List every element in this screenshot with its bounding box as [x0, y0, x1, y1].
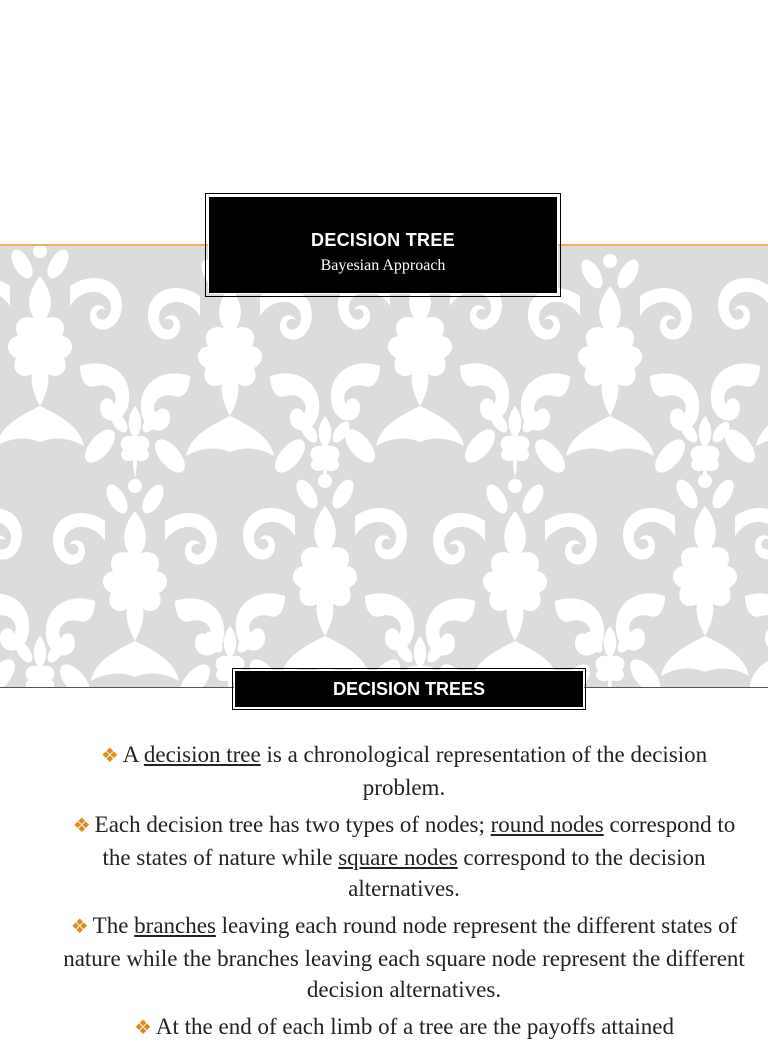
- bullet-item: [60, 739, 748, 803]
- bullet-item: [60, 809, 748, 904]
- underlined-term: decision tree: [143, 742, 261, 767]
- bullet-text: leaving each round node represent the different states of nature while the branches leaving each square node represent the different decision alternatives.: [63, 913, 745, 1002]
- section-heading: DECISION TREES: [234, 670, 584, 708]
- slide-title: DECISION TREE: [311, 230, 455, 250]
- underlined-term: round nodes: [490, 812, 604, 837]
- title-box: [208, 196, 558, 294]
- underlined-term: square nodes: [338, 845, 458, 870]
- bullet-text: is a chronological representation of the decision problem.: [260, 742, 708, 800]
- damask-background: [0, 246, 768, 688]
- diamond-bullet-icon: ❖: [133, 1017, 152, 1039]
- bullet-text: The: [92, 913, 135, 938]
- underlined-term: branches: [134, 913, 216, 938]
- diamond-bullet-icon: ❖: [72, 815, 91, 837]
- bullet-list: [60, 739, 748, 1050]
- bullet-text: correspond to the states of nature while: [102, 812, 736, 870]
- bullet-item: [60, 910, 748, 1005]
- diamond-bullet-icon: ❖: [70, 916, 89, 938]
- bullet-item: [60, 1011, 748, 1044]
- bullet-text: At the end of each limb of a tree are the payoffs attained: [155, 1014, 675, 1039]
- bullet-text: Each decision tree has two types of nodes;: [94, 812, 491, 837]
- bullet-text: correspond to the decision alternatives.: [348, 845, 706, 901]
- bullet-text: A: [122, 742, 144, 767]
- diamond-bullet-icon: ❖: [100, 745, 119, 767]
- slide-subtitle: Bayesian Approach: [320, 257, 446, 274]
